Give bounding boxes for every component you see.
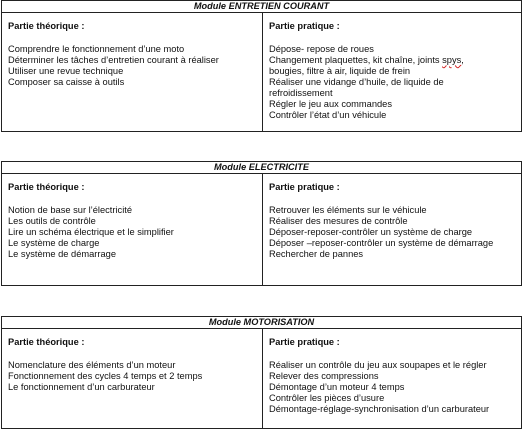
practice-item: Changement plaquettes, kit chaîne, joints spys, xyxy=(269,55,464,65)
module-title: Module ENTRETIEN COURANT xyxy=(2,1,521,13)
theory-item: Fonctionnement des cycles 4 temps et 2 temps xyxy=(8,371,203,381)
theory-item: Le système de charge xyxy=(8,238,100,248)
theory-heading: Partie théorique : xyxy=(8,21,85,31)
theory-item: Notion de base sur l’électricité xyxy=(8,205,133,215)
practice-item: Réaliser une vidange d’huile, de liquide de refroidissement xyxy=(269,77,444,98)
practice-item: Contrôler les pièces d’usure xyxy=(269,393,385,403)
theory-item: Composer sa caisse à outils xyxy=(8,77,125,87)
module-body xyxy=(2,329,521,428)
practice-item: Déposer-reposer-contrôler un système de charge xyxy=(269,227,473,237)
module-entretien-courant xyxy=(1,0,522,132)
theory-item: Nomenclature des éléments d’un moteur xyxy=(8,360,176,370)
theory-item: Comprendre le fonctionnement d’une moto xyxy=(8,44,185,54)
theory-heading: Partie théorique : xyxy=(8,337,85,347)
module-title: Module ELECTRICITE xyxy=(2,162,521,174)
theory-item: Le système de démarrage xyxy=(8,249,117,259)
theory-item: Utiliser une revue technique xyxy=(8,66,124,76)
module-electricite xyxy=(1,161,522,286)
theory-item: Lire un schéma électrique et le simplifier xyxy=(8,227,174,237)
practice-heading: Partie pratique : xyxy=(269,21,340,31)
practice-column xyxy=(263,174,521,285)
practice-column xyxy=(263,13,521,131)
practice-item: Rechercher de pannes xyxy=(269,249,364,259)
practice-item: Réaliser un contrôle du jeu aux soupapes et le régler xyxy=(269,360,487,370)
theory-column xyxy=(2,329,263,428)
practice-item: Déposer –reposer-contrôler un système de démarrage xyxy=(269,238,494,248)
practice-item: Régler le jeu aux commandes xyxy=(269,99,392,109)
practice-item: Démontage-réglage-synchronisation d’un carburateur xyxy=(269,404,490,414)
theory-item: Les outils de contrôle xyxy=(8,216,96,226)
theory-heading: Partie théorique : xyxy=(8,182,85,192)
practice-item: Démontage d’un moteur 4 temps xyxy=(269,382,405,392)
practice-item: Relever des compressions xyxy=(269,371,379,381)
practice-item: Contrôler l’état d’un véhicule xyxy=(269,110,387,120)
practice-heading: Partie pratique : xyxy=(269,337,340,347)
module-body xyxy=(2,13,521,131)
practice-item: Réaliser des mesures de contrôle xyxy=(269,216,408,226)
module-motorisation xyxy=(1,316,522,429)
practice-item: bougies, filtre à air, liquide de frein xyxy=(269,66,411,76)
module-body xyxy=(2,174,521,285)
practice-item: Retrouver les éléments sur le véhicule xyxy=(269,205,427,215)
practice-item: Dépose- repose de roues xyxy=(269,44,374,54)
theory-item: Déterminer les tâches d’entretien courant à réaliser xyxy=(8,55,219,65)
theory-item: Le fonctionnement d’un carburateur xyxy=(8,382,155,392)
practice-heading: Partie pratique : xyxy=(269,182,340,192)
theory-column xyxy=(2,13,263,131)
theory-column xyxy=(2,174,263,285)
practice-column xyxy=(263,329,521,428)
module-title: Module MOTORISATION xyxy=(2,317,521,329)
